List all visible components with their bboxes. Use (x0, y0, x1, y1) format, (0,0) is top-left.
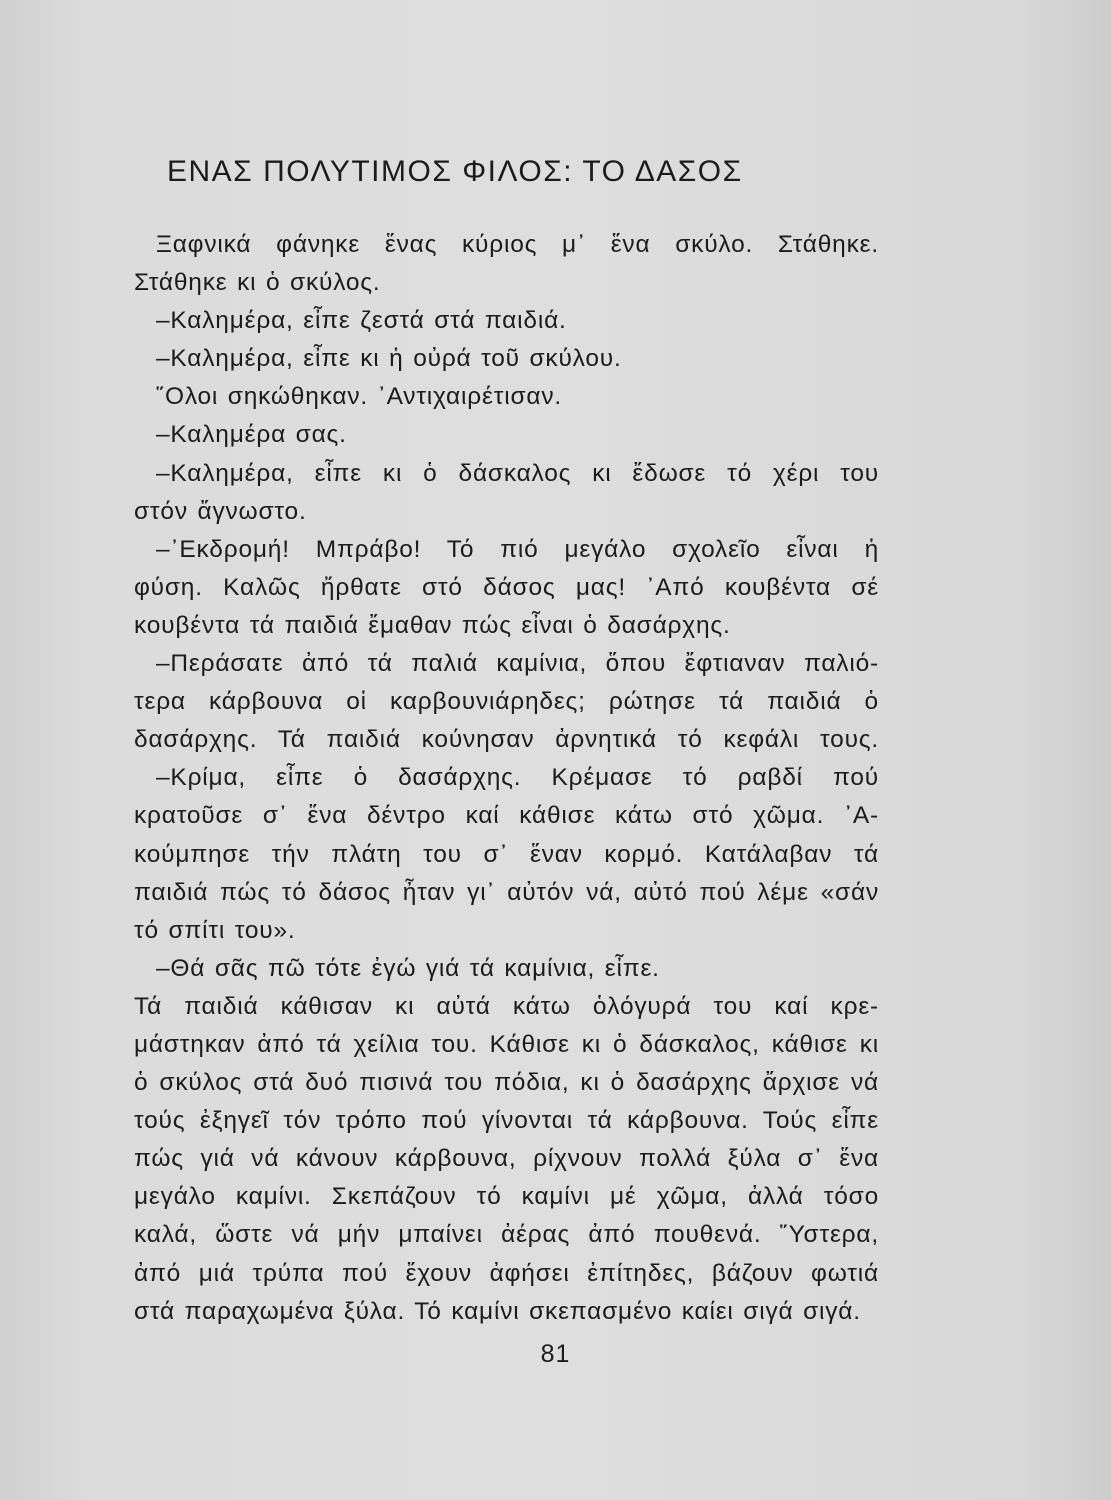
text-line: ἀπό μιά τρύπα πού ἔχουν ἀφήσει ἐπίτηδες, βάζουν φωτιά (134, 1259, 879, 1287)
text-line: μεγάλο καμίνι. Σκεπάζουν τό καμίνι μέ χῶμα, ἀλλά τόσο (134, 1183, 879, 1211)
text-line: ῞Ολοι σηκώθηκαν. ᾿Αντιχαιρέτισαν. (156, 383, 562, 411)
text-line: τούς ἐξηγεῖ τόν τρόπο πού γίνονται τά κάρβουνα. Τούς εἶπε (134, 1107, 879, 1135)
text-line: καλά, ὥστε νά μήν μπαίνει ἀέρας ἀπό πουθενά. ῞Υστερα, (134, 1221, 879, 1249)
text-line: ὁ σκύλος στά δυό πισινά του πόδια, κι ὁ δασάρχης ἄρχισε νά (134, 1069, 879, 1097)
text-line: δασάρχης. Τά παιδιά κούνησαν ἀρνητικά τό κεφάλι τους. (134, 726, 879, 754)
text-line: κουβέντα τά παιδιά ἔμαθαν πώς εἶναι ὁ δασάρχης. (134, 611, 731, 639)
chapter-title: ΕΝΑΣ ΠΟΛΥΤΙΜΟΣ ΦΙΛΟΣ: ΤΟ ΔΑΣΟΣ (167, 155, 743, 188)
text-line: παιδιά πώς τό δάσος ἦταν γι᾿ αὐτόν νά, αὐτό πού λέμε «σάν (134, 878, 879, 906)
text-line: –Θά σᾶς πῶ τότε ἐγώ γιά τά καμίνια, εἶπε. (156, 954, 660, 982)
text-line: φύση. Καλῶς ἤρθατε στό δάσος μας! ᾿Από κουβέντα σέ (134, 573, 879, 601)
text-line: κούμπησε τήν πλάτη του σ᾿ ἕναν κορμό. Κατάλαβαν τά (134, 840, 879, 868)
text-line: τερα κάρβουνα οἱ καρβουνιάρηδες; ρώτησε τά παιδιά ὁ (134, 688, 879, 716)
text-line: στόν ἄγνωστο. (134, 497, 307, 525)
text-line: –Περάσατε ἀπό τά παλιά καμίνια, ὅπου ἔφτιαναν παλιό- (156, 650, 879, 678)
text-line: Ξαφνικά φάνηκε ἕνας κύριος μ᾿ ἕνα σκύλο. Στάθηκε. (156, 231, 879, 258)
text-line: Τά παιδιά κάθισαν κι αὐτά κάτω ὁλόγυρά του καί κρε- (134, 992, 879, 1020)
text-line: –Κρίμα, εἶπε ὁ δασάρχης. Κρέμασε τό ραβδί πού (156, 764, 879, 792)
text-line: –Καλημέρα, εἶπε κι ἡ οὐρά τοῦ σκύλου. (156, 345, 622, 373)
text-line: Στάθηκε κι ὁ σκύλος. (134, 269, 381, 297)
text-line: πώς γιά νά κάνουν κάρβουνα, ρίχνουν πολλά ξύλα σ᾿ ἕνα (134, 1145, 879, 1173)
body-text (134, 226, 879, 1331)
text-line: στά παραχωμένα ξύλα. Τό καμίνι σκεπασμένο καίει σιγά σιγά. (134, 1297, 861, 1325)
text-line: –᾿Εκδρομή! Μπράβο! Τό πιό μεγάλο σχολεῖο εἶναι ἡ (156, 535, 879, 563)
page-number: 81 (540, 1340, 571, 1368)
text-line: –Καλημέρα, εἶπε ζεστά στά παιδιά. (156, 307, 567, 335)
text-line: μάστηκαν ἀπό τά χείλια του. Κάθισε κι ὁ δάσκαλος, κάθισε κι (134, 1030, 879, 1058)
text-line: –Καλημέρα, εἶπε κι ὁ δάσκαλος κι ἔδωσε τό χέρι του (156, 459, 879, 487)
text-line: κρατοῦσε σ᾿ ἕνα δέντρο καί κάθισε κάτω στό χῶμα. ᾿Α- (134, 802, 879, 830)
text-line: τό σπίτι του». (134, 916, 296, 944)
text-line: –Καλημέρα σας. (156, 421, 347, 449)
